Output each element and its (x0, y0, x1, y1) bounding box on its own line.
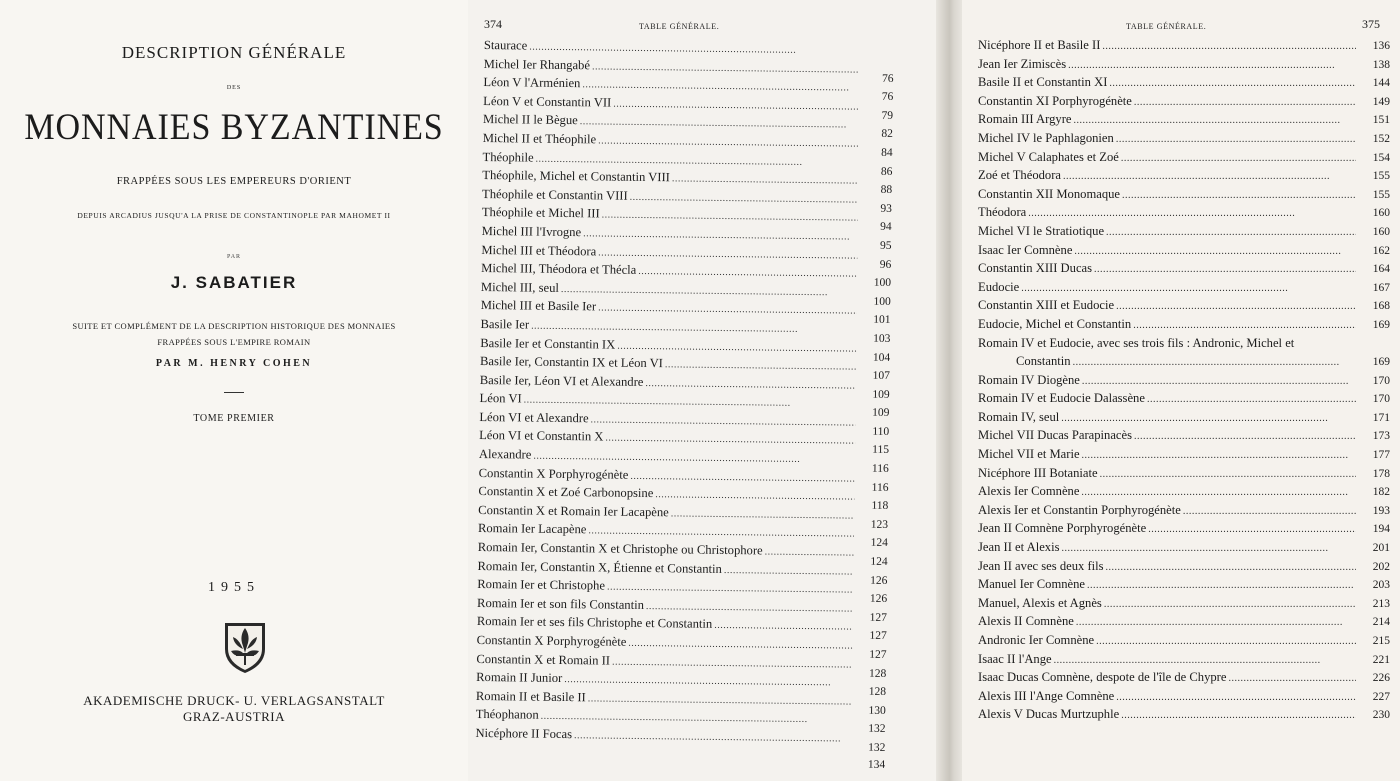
dot-leader (1148, 524, 1356, 535)
dot-leader (1054, 655, 1356, 666)
entry-page-number: 170 (1372, 393, 1390, 406)
index-entry (978, 38, 1390, 57)
page-number: 374 (484, 17, 502, 31)
index-list (475, 38, 894, 771)
dot-leader (1074, 115, 1357, 126)
index-entry (978, 75, 1390, 94)
dot-leader (1061, 543, 1356, 554)
title-page (0, 0, 468, 781)
entry-page-number: 154 (1372, 151, 1390, 164)
entry-page-number: 201 (1372, 542, 1390, 555)
dot-leader (598, 135, 859, 149)
entry-page-number: 107 (872, 369, 890, 383)
entry-name: Michel VII et Marie (978, 447, 1080, 462)
dot-leader (1061, 413, 1356, 424)
entry-name: Michel II le Bègue (482, 112, 578, 128)
entry-name: Alexis II Comnène (978, 614, 1074, 629)
entry-name: Michel IV le Paphlagonien (978, 130, 1114, 145)
dot-leader (617, 340, 856, 354)
entry-page-number: 169 (1372, 356, 1390, 369)
index-entry (978, 187, 1390, 206)
entry-name: Eudocie, Michel et Constantin (978, 316, 1132, 331)
dot-leader (1087, 580, 1356, 591)
dot-leader (724, 565, 854, 578)
index-page-375 (962, 0, 1400, 781)
entry-name: Michel II et Théophile (482, 130, 597, 147)
entry-name: Michel Ier Rhangabé (483, 56, 591, 72)
dot-leader (1122, 190, 1356, 201)
entry-page-number: 88 (880, 184, 893, 197)
publisher (0, 693, 468, 725)
index-entry (978, 484, 1390, 503)
index-entry (978, 633, 1390, 652)
dot-leader (533, 451, 855, 466)
entry-page-number: 194 (1372, 523, 1390, 536)
entry-page-number: 116 (871, 462, 889, 476)
subtitle: FRAPPÉES SOUS LES EMPEREURS D'ORIENT (116, 176, 352, 187)
entry-name: Romain IV et Eudocie, avec ses trois fils : Andronic, Michel et (978, 335, 1295, 350)
index-entry (978, 336, 1390, 355)
entry-name: Constantin X et Romain II (476, 651, 611, 668)
entry-page-number: 76 (881, 91, 894, 104)
entry-page-number: 127 (869, 611, 888, 624)
cohen-line: PAR M. HENRY COHEN (155, 358, 313, 369)
entry-name: Romain Ier et ses fils Christophe et Constantin (476, 614, 713, 632)
suite-text (0, 318, 468, 350)
entry-page-number: 160 (1372, 225, 1390, 238)
entry-page-number: 221 (1372, 653, 1390, 666)
index-entry (978, 670, 1390, 689)
dot-leader (598, 303, 857, 317)
suite-line-1: SUITE ET COMPLÉMENT DE LA DESCRIPTION HISTORIQUE DES MONNAIES (72, 321, 396, 331)
entry-name: Basile Ier et Constantin IX (480, 335, 616, 352)
entry-name: Théophile (482, 149, 534, 165)
dot-leader (536, 153, 859, 168)
dot-leader (1116, 134, 1356, 145)
entry-page-number: 152 (1372, 132, 1390, 145)
entry-name: Alexis Ier et Constantin Porphyrogénète (978, 502, 1181, 517)
entry-page-number: 226 (1372, 672, 1390, 685)
entry-name: Basile Ier, Léon VI et Alexandre (479, 372, 644, 389)
entry-name: Théophile et Michel III (481, 205, 600, 221)
dot-leader (1106, 227, 1356, 238)
index-entry (978, 168, 1390, 187)
dot-leader (1076, 617, 1356, 628)
index-entry (978, 354, 1390, 373)
index-entry (978, 131, 1390, 150)
dot-leader (607, 582, 853, 596)
dot-leader (1116, 301, 1356, 312)
dot-leader (574, 730, 852, 744)
entry-page-number: 127 (869, 630, 887, 643)
entry-name: Théophile, Michel et Constantin VIII (482, 168, 670, 185)
entry-page-number: 109 (872, 407, 890, 420)
entry-page-number: 79 (881, 109, 894, 122)
entry-name: Constantin XII Monomaque (978, 186, 1121, 201)
entry-name: Manuel, Alexis et Agnès (978, 595, 1102, 610)
entry-page-number: 136 (1372, 40, 1390, 52)
entry-name: Romain III Argyre (978, 112, 1072, 127)
dot-leader (1133, 320, 1356, 331)
entry-name: Michel VII Ducas Parapinacès (978, 428, 1132, 443)
entry-name: Romain Ier, Constantin X et Christophe ou Christophore (477, 539, 763, 558)
entry-name: Eudocie (978, 279, 1020, 294)
entry-name: Alexis III l'Ange Comnène (978, 688, 1115, 703)
entry-name: Constantin X et Romain Ier Lacapène (478, 502, 669, 520)
dot-leader (630, 192, 858, 206)
dot-leader (645, 378, 855, 392)
fleur-de-lis-icon (222, 619, 268, 675)
entry-name: Isaac Ducas Comnène, despote de l'île de Chypre (978, 670, 1227, 685)
dot-leader (1063, 171, 1356, 182)
index-entry (978, 596, 1390, 615)
entry-name: Nicéphore II Focas (475, 725, 573, 742)
entry-page-number: 169 (1372, 318, 1390, 331)
entry-name: Constantin (1016, 354, 1071, 369)
index-entry (978, 652, 1390, 671)
dot-leader (1082, 450, 1356, 461)
dot-leader (1104, 599, 1356, 610)
entry-page-number: 173 (1372, 430, 1390, 443)
entry-page-number: 164 (1372, 263, 1390, 276)
par-label: PAR (226, 254, 242, 260)
dot-leader (1094, 264, 1356, 275)
entry-page-number: 128 (868, 667, 887, 680)
index-entry (978, 410, 1390, 429)
dot-leader (561, 284, 857, 299)
entry-page-number: 82 (881, 128, 893, 141)
index-entry (978, 391, 1390, 410)
entry-page-number: 100 (873, 276, 892, 290)
dot-leader (1081, 487, 1356, 498)
dot-leader (628, 638, 852, 652)
entry-page-number: 155 (1372, 170, 1390, 183)
entry-page-number: 126 (870, 574, 888, 587)
entry-name: Constantin X et Zoé Carbonopsine (478, 484, 654, 501)
entry-page-number: 170 (1372, 374, 1390, 387)
index-entry (978, 112, 1390, 131)
index-entry (978, 466, 1390, 485)
index-entry (978, 373, 1390, 392)
entry-name: Constantin X Porphyrogénète (478, 465, 629, 482)
entry-page-number: 118 (871, 500, 889, 513)
index-entry (978, 57, 1390, 76)
entry-name: Théophile et Constantin VIII (482, 186, 628, 203)
entry-name: Théodora (978, 205, 1027, 220)
dot-leader (671, 508, 855, 521)
entry-name: Romain Ier et Christophe (477, 577, 606, 593)
entry-page-number: 101 (873, 314, 891, 327)
dot-leader (1134, 97, 1356, 108)
dot-leader (564, 674, 852, 689)
index-entry (978, 94, 1390, 113)
tome-label: TOME PREMIER (193, 413, 275, 424)
index-entry (978, 280, 1390, 299)
span-line: DEPUIS ARCADIUS JUSQU'A LA PRISE DE CONSTANTINOPLE PAR MAHOMET II (77, 211, 391, 220)
index-list (978, 38, 1390, 726)
index-entry (978, 521, 1390, 540)
dot-leader (638, 266, 857, 280)
suite-line-2: FRAPPÉES SOUS L'EMPIRE ROMAIN (157, 337, 311, 347)
entry-name: Nicéphore II et Basile II (978, 38, 1101, 52)
index-entry (978, 317, 1390, 336)
entry-page-number: 124 (870, 555, 888, 569)
dot-leader (602, 210, 858, 224)
dot-leader (1082, 376, 1356, 387)
dot-leader (588, 526, 854, 540)
entry-name: Constantin XI Porphyrogénète (978, 93, 1132, 108)
entry-page-number: 95 (879, 239, 892, 252)
entry-page-number: 127 (869, 648, 887, 661)
entry-name: Léon VI et Alexandre (479, 409, 589, 426)
entry-page-number: 168 (1372, 300, 1390, 313)
dot-leader (665, 359, 856, 372)
entry-page-number: 130 (868, 704, 886, 717)
entry-page-number: 84 (881, 146, 893, 159)
divider (224, 392, 244, 393)
entry-name: Constantin XIII Ducas (978, 261, 1093, 276)
entry-page-number: 202 (1372, 560, 1390, 573)
entry-page-number: 123 (870, 518, 889, 531)
index-entry (475, 745, 885, 769)
index-entry (978, 261, 1390, 280)
entry-page-number: 193 (1372, 504, 1390, 517)
dot-leader (605, 433, 855, 447)
entry-name: Léon VI et Constantin X (479, 428, 604, 444)
dot-leader (672, 173, 859, 186)
entry-name: Michel V Calaphates et Zoé (978, 149, 1119, 164)
entry-name: Romain IV Diogène (978, 372, 1080, 387)
entry-name: Alexandre (478, 447, 532, 462)
index-entry (978, 447, 1390, 466)
entry-page-number: 214 (1372, 616, 1390, 629)
dot-leader (583, 228, 858, 242)
entry-page-number: 230 (1372, 709, 1390, 722)
entry-page-number: 160 (1372, 207, 1390, 220)
running-head: TABLE GÉNÉRALE. (639, 22, 720, 31)
entry-name: Basile Ier, Constantin IX et Léon VI (479, 354, 664, 371)
dot-leader (1134, 431, 1356, 442)
dot-leader (612, 656, 852, 670)
index-entry (978, 205, 1390, 224)
entry-page-number: 128 (868, 685, 887, 699)
dot-leader (598, 247, 857, 261)
entry-page-number: 115 (872, 444, 890, 457)
entry-name: Isaac Ier Comnène (978, 242, 1073, 257)
entry-page-number: 116 (871, 481, 889, 494)
entry-page-number: 144 (1372, 77, 1390, 90)
dot-leader (1096, 636, 1356, 647)
dot-leader (1021, 283, 1356, 294)
dot-leader (591, 414, 856, 428)
entry-name: Léon V et Constantin VII (483, 93, 612, 110)
publisher-line-1: AKADEMISCHE DRUCK- U. VERLAGSANSTALT (83, 693, 385, 708)
dot-leader (714, 620, 853, 633)
entry-page-number: 162 (1372, 244, 1390, 257)
entry-page-number: 177 (1372, 449, 1390, 462)
dot-leader (1183, 506, 1356, 517)
entry-name: Romain Ier et son fils Constantin (477, 595, 645, 612)
dot-leader (646, 601, 853, 615)
dot-leader (1121, 710, 1356, 721)
dot-leader (582, 79, 859, 93)
index-entry (978, 707, 1390, 726)
entry-name: Romain Ier, Constantin X, Étienne et Constantin (477, 558, 722, 576)
entry-name: Léon VI (479, 391, 522, 406)
entry-name: Romain II Junior (476, 670, 563, 686)
entry-page-number: 124 (870, 537, 888, 550)
entry-name: Romain II et Basile II (475, 688, 586, 705)
entry-page-number: 96 (879, 258, 892, 271)
entry-page-number: 103 (873, 332, 891, 345)
entry-name: Romain IV, seul (978, 409, 1060, 424)
dot-leader (613, 98, 859, 112)
dot-leader (531, 321, 857, 336)
dot-leader (630, 470, 854, 484)
dot-leader (588, 693, 852, 707)
entry-name: Romain IV et Eudocie Dalassène (978, 391, 1145, 406)
entry-name: Isaac II l'Ange (978, 651, 1052, 666)
dot-leader (1121, 153, 1356, 164)
dot-leader (765, 546, 854, 558)
entry-name: Zoé et Théodora (978, 168, 1061, 183)
index-entry (978, 150, 1390, 169)
title-line-2: DES (226, 85, 242, 91)
entry-name: Jean Ier Zimiscès (978, 56, 1067, 71)
entry-name: Jean II avec ses deux fils (978, 558, 1104, 573)
entry-page-number: 227 (1372, 690, 1390, 703)
dot-leader (1074, 246, 1356, 257)
index-entry (978, 540, 1390, 559)
index-entry (978, 503, 1390, 522)
entry-page-number: 86 (880, 165, 893, 178)
entry-name: Alexis Ier Comnène (978, 484, 1080, 499)
entry-name: Staurace (483, 38, 528, 53)
dot-leader (1109, 78, 1356, 89)
entry-name: Nicéphore III Botaniate (978, 465, 1098, 480)
dot-leader (1116, 692, 1356, 703)
entry-page-number: 110 (872, 425, 890, 438)
entry-page-number: 203 (1372, 579, 1390, 592)
entry-name: Michel III et Théodora (481, 242, 597, 258)
running-head: TABLE GÉNÉRALE. (1126, 22, 1207, 31)
entry-page-number: 215 (1372, 635, 1390, 647)
dot-leader (1100, 469, 1356, 480)
dot-leader (580, 117, 859, 131)
entry-name: Michel III l'Ivrogne (481, 223, 582, 240)
index-entry (978, 428, 1390, 447)
entry-page-number: 100 (873, 295, 891, 308)
dot-leader (524, 395, 856, 410)
entry-name: Jean II et Alexis (978, 540, 1060, 555)
dot-leader (529, 42, 860, 57)
entry-name: Manuel Ier Comnène (978, 577, 1086, 592)
index-entry (978, 243, 1390, 262)
dot-leader (1102, 41, 1356, 52)
entry-name: Léon V l'Arménien (483, 75, 581, 91)
entry-name: Constantin XIII et Eudocie (978, 298, 1115, 313)
entry-page-number: 93 (880, 202, 893, 215)
title-line-1: DESCRIPTION GÉNÉRALE (121, 43, 347, 62)
author: J. SABATIER (170, 273, 298, 292)
entry-name: Théophanon (475, 707, 539, 723)
entry-name: Basile Ier (480, 316, 530, 332)
dot-leader (592, 61, 860, 75)
entry-page-number: 155 (1372, 188, 1390, 201)
dot-leader (1068, 60, 1356, 71)
entry-page-number: 109 (872, 388, 890, 401)
entry-page-number: 132 (868, 723, 886, 736)
entry-page-number: 151 (1372, 114, 1390, 127)
entry-page-number: 94 (880, 221, 892, 234)
entry-name: Constantin X Porphyrogénète (476, 632, 627, 649)
entry-name: Jean II Comnène Porphyrogénète (978, 521, 1147, 536)
entry-page-number: 104 (872, 351, 891, 364)
entry-page-number: 213 (1372, 597, 1390, 610)
entry-page-number: 171 (1372, 411, 1390, 424)
publisher-line-2: GRAZ-AUSTRIA (182, 709, 286, 724)
entry-page-number: 167 (1372, 281, 1390, 294)
entry-name: Alexis V Ducas Murtzuphle (978, 707, 1120, 722)
entry-name: Romain Ier Lacapène (477, 521, 587, 537)
entry-name: Michel III, Théodora et Thécla (481, 261, 637, 278)
dot-leader (1106, 562, 1356, 573)
entry-page-number: 149 (1372, 95, 1390, 108)
entry-name: Basile II et Constantin XI (978, 75, 1108, 90)
entry-page-number: 182 (1372, 486, 1390, 499)
index-entry (978, 577, 1390, 596)
main-title: MONNAIES BYZANTINES (24, 107, 444, 148)
entry-page-number: 178 (1372, 467, 1390, 480)
dot-leader (655, 489, 854, 502)
entry-name: Michel VI le Stratiotique (978, 223, 1105, 238)
dot-leader (1147, 394, 1356, 405)
entry-page-number: 132 (868, 741, 886, 754)
dot-leader (1028, 208, 1356, 219)
index-page-374 (468, 0, 940, 781)
page-number: 375 (1362, 17, 1380, 31)
entry-name: Michel III, seul (480, 279, 560, 295)
index-entry (978, 224, 1390, 243)
dot-leader (1073, 357, 1356, 368)
entry-page-number: 76 (881, 72, 894, 85)
index-entry (978, 689, 1390, 708)
index-entry (978, 559, 1390, 578)
index-entry (978, 298, 1390, 317)
dot-leader (541, 711, 852, 726)
entry-name: Andronic Ier Comnène (978, 633, 1095, 647)
entry-name: Michel III et Basile Ier (480, 298, 597, 314)
dot-leader (1228, 673, 1356, 684)
entry-page-number: 134 (867, 758, 886, 771)
entry-page-number: 138 (1372, 58, 1390, 71)
index-entry (978, 614, 1390, 633)
year: 1955 (208, 580, 260, 595)
entry-page-number: 126 (869, 592, 888, 606)
